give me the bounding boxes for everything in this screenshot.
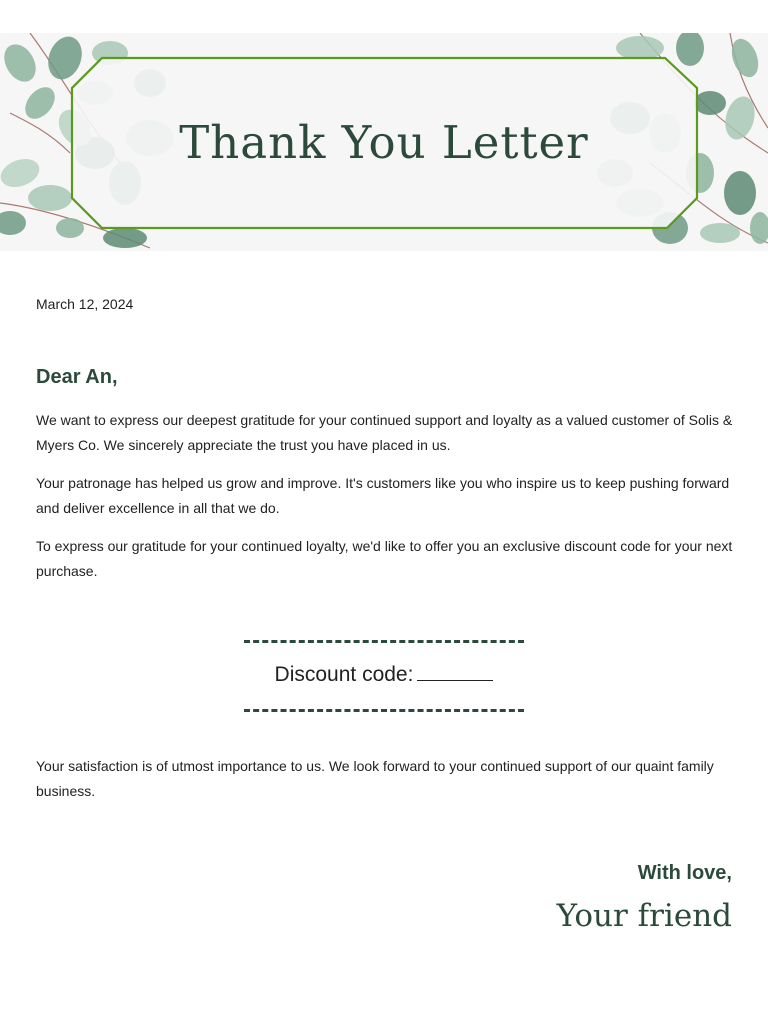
- letter-paragraph: Your patronage has helped us grow and improve. It's customers like you who inspire us to keep pushing forward and deliver excellence in all that we do.: [36, 475, 730, 516]
- dashed-divider: [244, 709, 524, 712]
- letter-paragraph: To express our gratitude for your continued loyalty, we'd like to offer you an exclusive discount code for your next purchase.: [36, 538, 733, 579]
- page-title: Thank You Letter: [179, 116, 589, 169]
- letter-date: March 12, 2024: [36, 296, 134, 312]
- discount-code-blank: [417, 664, 493, 681]
- discount-code-label: Discount code:: [274, 663, 414, 686]
- letter-greeting: Dear An,: [36, 366, 118, 388]
- letter-paragraph: We want to express our deepest gratitude for your continued support and loyalty as a valued customer of Solis & Myers Co. We sincerely appreciate the trust you have placed in us.: [36, 412, 733, 453]
- header-banner: [0, 33, 768, 251]
- letter-paragraph: Your satisfaction is of utmost importance to us. We look forward to your continued support of our quaint family business.: [36, 758, 714, 799]
- dashed-divider: [244, 640, 524, 643]
- discount-code-row: [244, 663, 524, 687]
- letter-closing: With love,: [637, 862, 732, 884]
- letter-signature: Your friend: [556, 898, 732, 934]
- discount-code-box: [244, 630, 524, 718]
